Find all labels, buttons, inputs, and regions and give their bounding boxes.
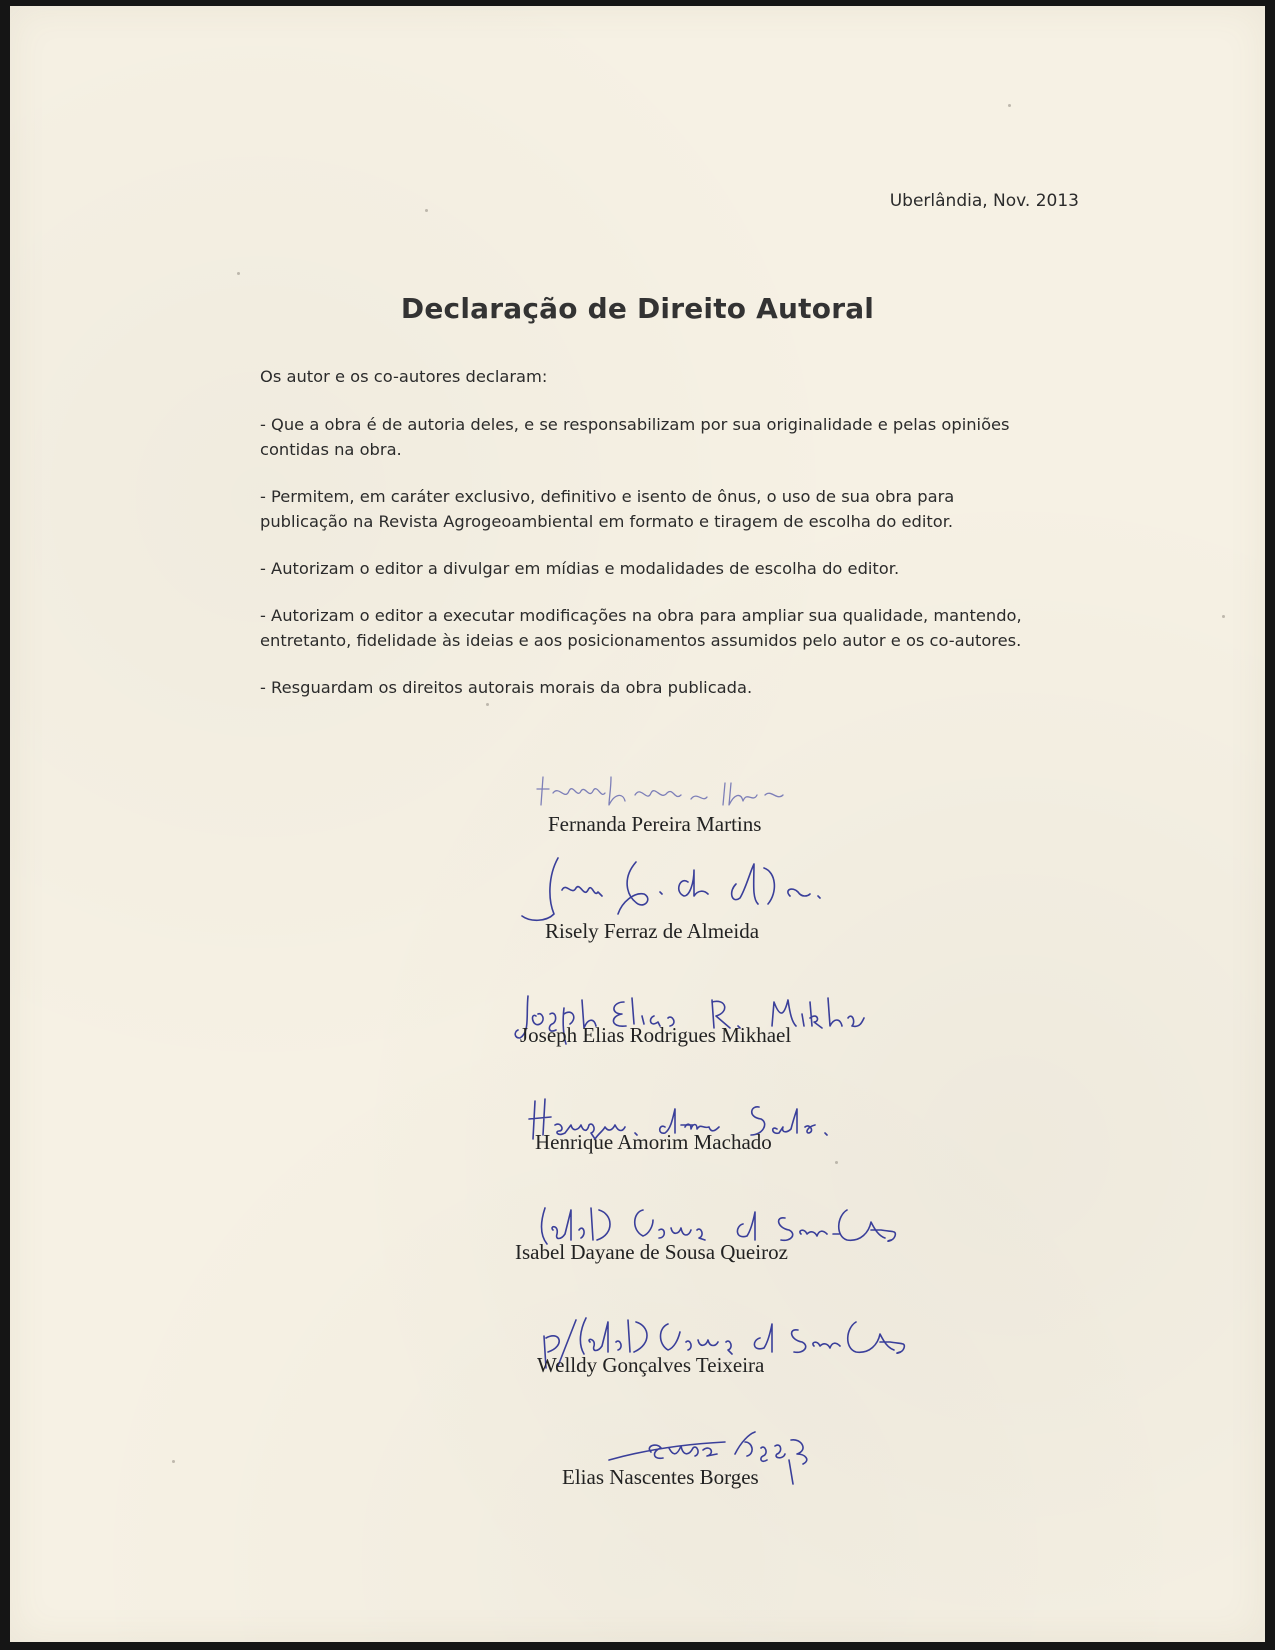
document-title: Declaração de Direito Autoral xyxy=(400,292,875,325)
name-elias-nascentes-borges: Elias Nascentes Borges xyxy=(562,1465,759,1489)
name-henrique-amorim-machado: Henrique Amorim Machado xyxy=(535,1130,772,1154)
clause-1-line-2: contidas na obra. xyxy=(260,440,402,459)
signature-fernanda-pereira-martins xyxy=(535,765,835,815)
name-fernanda-pereira-martins: Fernanda Pereira Martins xyxy=(548,812,762,836)
clause-4-line-2: entretanto, fidelidade às ideias e aos posicionamentos assumidos pelo autor e os co-autores. xyxy=(260,631,1022,650)
clause-1-line-1: - Que a obra é de autoria deles, e se responsabilizam por sua originalidade e pelas opiniões xyxy=(260,415,1010,434)
name-risely-ferraz-de-almeida: Risely Ferraz de Almeida xyxy=(545,919,760,943)
clause-5-line-1: - Resguardam os direitos autorais morais da obra publicada. xyxy=(260,678,753,697)
date-line: Uberlândia, Nov. 2013 xyxy=(889,191,1079,211)
name-isabel-dayane-de-sousa-queiroz: Isabel Dayane de Sousa Queiroz xyxy=(515,1240,788,1264)
intro-text: Os autor e os co-autores declaram: xyxy=(260,367,548,386)
clause-2-line-2: publicação na Revista Agrogeoambiental em formato e tiragem de escolha do editor. xyxy=(260,512,954,531)
clause-3-line-1: - Autorizam o editor a divulgar em mídias e modalidades de escolha do editor. xyxy=(260,559,900,578)
name-joseph-elias-rodrigues-mikhael: Joseph Elias Rodrigues Mikhael xyxy=(520,1023,792,1047)
clause-2-line-1: - Permitem, em caráter exclusivo, definitivo e isento de ônus, o uso de sua obra para xyxy=(260,487,955,506)
clause-4-line-1: - Autorizam o editor a executar modificações na obra para ampliar sua qualidade, mantendo, xyxy=(260,606,1022,625)
name-welldy-goncalves-teixeira: Welldy Gonçalves Teixeira xyxy=(537,1353,765,1377)
